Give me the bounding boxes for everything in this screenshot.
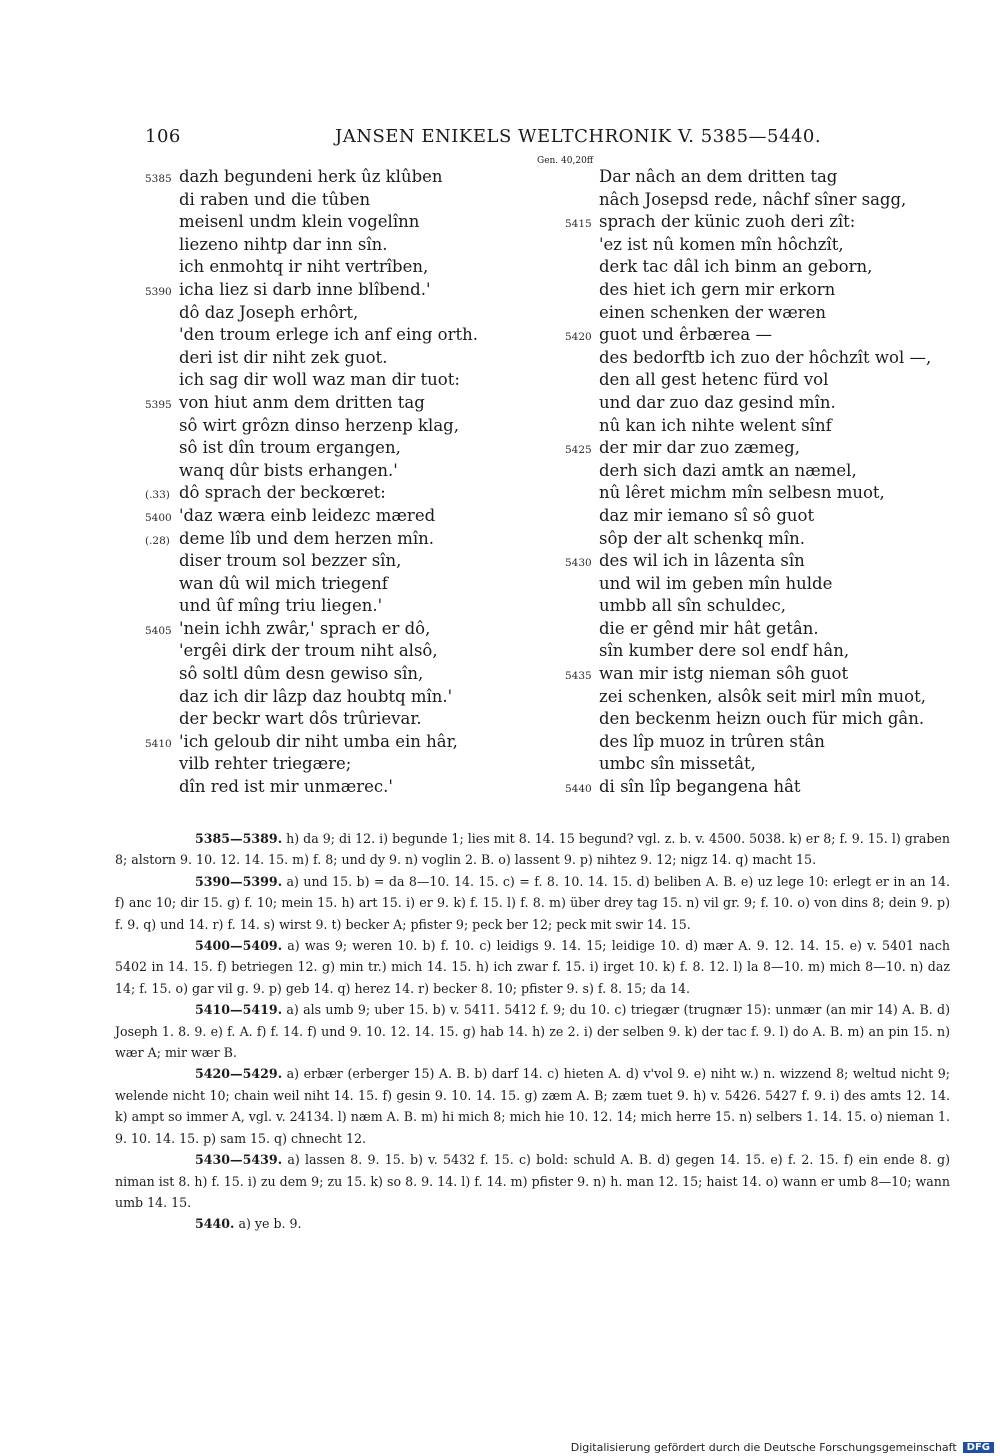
verse-text: nû lêret michm mîn selbesn muot, bbox=[599, 483, 885, 503]
verse-number: 5440 bbox=[565, 783, 592, 796]
verse-number: 5400 bbox=[145, 511, 172, 524]
note-block bbox=[115, 999, 950, 1063]
verse-text: des wil ich in lâzenta sîn bbox=[599, 551, 805, 571]
note-block bbox=[115, 828, 950, 871]
verse-text: icha liez si darb inne blîbend.' bbox=[179, 279, 431, 299]
verse-line bbox=[145, 595, 530, 618]
verse-text: daz ich dir lâzp daz houbtq mîn.' bbox=[179, 686, 453, 706]
note-text: a) lassen 8. 9. 15. b) v. 5432 f. 15. c) bold: schuld A. B. d) gegen 14. 15. e) f. 2. 15. f) ein ende 8. g) niman ist 8. h) f. 15. i) zu dem 9; zu 15. k) so 8. 9. 14. l) f. 14. m) pfister 9. n) h. man 12. 15; haist 14. o) wann er umb 8—10; wann umb 14. 15. bbox=[115, 1152, 950, 1210]
verse-text: zei schenken, alsôk seit mirl mîn muot, bbox=[599, 686, 926, 706]
verse-text: die er gênd mir hât getân. bbox=[599, 618, 819, 638]
verse-text: dîn red ist mir unmærec.' bbox=[179, 777, 393, 797]
verse-line bbox=[565, 753, 950, 776]
verse-text: sprach der künic zuoh deri zît: bbox=[599, 212, 856, 232]
verse-text: sôp der alt schenkq mîn. bbox=[599, 528, 805, 548]
note-range: 5390—5399. bbox=[195, 873, 283, 889]
verse-number: 5390 bbox=[145, 285, 172, 298]
verse-line bbox=[565, 437, 950, 460]
note-text: a) und 15. b) = da 8—10. 14. 15. c) = f. 8. 10. 14. 15. d) beliben A. B. e) uz lege 10: erlegt er in an 14. f) anc 10; dir 15. g) f. 10; mein 15. h) art 15. i) er 9. k) f. 15. l) f. 8. m) über drey tag 15. n) vil gr. 9; f. 10. o) von dins 8; dein 9. p) f. 9. q) und 14. r) f. 14. s) wirst 9. t) becker A; pfister 9; peck ber 12; peck mit swir 14. 15. bbox=[115, 873, 950, 932]
note-range: 5400—5409. bbox=[195, 938, 283, 954]
verse-text: nâch Josepsd rede, nâchf sîner sagg, bbox=[599, 189, 907, 209]
verse-line bbox=[565, 415, 950, 438]
verse-text: dô sprach der beckœret: bbox=[179, 483, 386, 503]
verse-line bbox=[145, 392, 530, 415]
verse-text: 'daz wæra einb leidezc mæred bbox=[179, 505, 436, 525]
note-range: 5430—5439. bbox=[195, 1152, 283, 1168]
note-text: a) ye b. 9. bbox=[238, 1216, 302, 1232]
note-text: a) als umb 9; uber 15. b) v. 5411. 5412 f. 9; du 10. c) triegær (trugnær 15): unmær (an mir 14) A. B. d) Joseph 1. 8. 9. e) f. A. f) f. 14. f) und 9. 10. 12. 14. 15. g) hab 14. h) ze 2. i) der selben 9. k) der tac f. 9. l) do A. B. m) an pin 15. n) wær A; mir wær B. bbox=[115, 1002, 950, 1061]
note-range: 5420—5429. bbox=[195, 1066, 283, 1082]
verse-line bbox=[565, 550, 950, 573]
dfg-logo: DFG bbox=[963, 1442, 994, 1453]
verse-text: den all gest hetenc fürd vol bbox=[599, 370, 829, 390]
verse-line bbox=[565, 460, 950, 483]
verse-text: einen schenken der wæren bbox=[599, 302, 827, 322]
verse-text: wanq dûr bists erhangen.' bbox=[179, 460, 398, 480]
verse-text: 'ergêi dirk der troum niht alsô, bbox=[179, 641, 438, 661]
running-title: JANSEN ENIKELS WELTCHRONIK V. 5385—5440. bbox=[335, 126, 822, 147]
verse-text: 'ich geloub dir niht umba ein hâr, bbox=[179, 731, 458, 751]
note-block bbox=[115, 1149, 950, 1213]
funding-footer bbox=[563, 1436, 1000, 1456]
verse-line bbox=[145, 753, 530, 776]
verse-text: di raben und die tûben bbox=[179, 189, 371, 209]
verse-line bbox=[145, 189, 530, 212]
verse-text: di sîn lîp begangena hât bbox=[599, 777, 801, 797]
note-block bbox=[115, 935, 950, 999]
verse-text: dazh begundeni herk ûz klûben bbox=[179, 167, 443, 186]
verse-number: 5425 bbox=[565, 444, 592, 457]
verse-column-left bbox=[145, 166, 530, 799]
verse-line bbox=[565, 392, 950, 415]
verse-number: 5405 bbox=[145, 624, 172, 637]
verse-line bbox=[145, 166, 530, 189]
verse-text: 'den troum erlege ich anf eing orth. bbox=[179, 325, 478, 345]
verse-text: derk tac dâl ich binm an geborn, bbox=[599, 257, 873, 277]
verse-line bbox=[565, 256, 950, 279]
verse-line bbox=[145, 573, 530, 596]
verse-text: den beckenm heizn ouch für mich gân. bbox=[599, 709, 925, 729]
verse-text: des bedorftb ich zuo der hôchzît wol —, bbox=[599, 347, 932, 367]
verse-line bbox=[565, 595, 950, 618]
verse-text: des lîp muoz in trûren stân bbox=[599, 731, 825, 751]
verse-line bbox=[565, 708, 950, 731]
verse-text: und dar zuo daz gesind mîn. bbox=[599, 392, 836, 412]
verse-line bbox=[145, 640, 530, 663]
verse-text: der mir dar zuo zæmeg, bbox=[599, 438, 800, 458]
verse-text: wan dû wil mich triegenf bbox=[179, 573, 388, 593]
verse-text: daz mir iemano sî sô guot bbox=[599, 505, 815, 525]
verse-text: meisenl undm klein vogelînn bbox=[179, 212, 420, 232]
verse-line bbox=[565, 505, 950, 528]
verse-number: 5420 bbox=[565, 331, 592, 344]
verse-line bbox=[145, 415, 530, 438]
verse-number: 5410 bbox=[145, 737, 172, 750]
verse-number: 5415 bbox=[565, 218, 592, 231]
verse-text: deme lîb und dem herzen mîn. bbox=[179, 528, 435, 548]
verse-line bbox=[145, 369, 530, 392]
note-text: a) was 9; weren 10. b) f. 10. c) leidigs 9. 14. 15; leidige 10. d) mær A. 9. 12. 14. 15. e) v. 5401 nach 5402 in 14. 15. f) betriegen 12. g) min tr.) mich 14. 15. h) ich zwar f. 15. i) irget 10. k) f. 8. 12. l) la 8—10. m) mich 8—10. n) daz 14; f. 15. o) gar vil g. 9. p) geb 14. q) herez 14. r) becker 8. 10; pfister 9. s) f. 8. 15; da 14. bbox=[115, 938, 950, 996]
verse-text: umbc sîn missetât, bbox=[599, 754, 756, 774]
verse-number: 5385 bbox=[145, 173, 172, 185]
verse-line bbox=[565, 573, 950, 596]
note-block bbox=[115, 1213, 950, 1234]
verse-number: (.33) bbox=[145, 489, 170, 502]
verse-text: und ûf mîng triu liegen.' bbox=[179, 596, 383, 616]
verse-line bbox=[145, 211, 530, 234]
verse-number: 5395 bbox=[145, 398, 172, 411]
verse-line bbox=[145, 618, 530, 641]
verse-line bbox=[537, 156, 950, 189]
verse-line bbox=[145, 528, 530, 551]
verse-text: der beckr wart dôs trûrievar. bbox=[179, 709, 422, 729]
verse-column-right bbox=[537, 156, 950, 799]
margin-reference: Gen. 40,20ff bbox=[537, 156, 594, 166]
verse-text: Dar nâch an dem dritten tag bbox=[599, 167, 838, 186]
verse-text: 'nein ichh zwâr,' sprach er dô, bbox=[179, 618, 431, 638]
verse-line bbox=[565, 663, 950, 686]
verse-text: von hiut anm dem dritten tag bbox=[179, 392, 425, 412]
verse-text: sîn kumber dere sol endf hân, bbox=[599, 641, 850, 661]
verse-line bbox=[565, 482, 950, 505]
verse-text: und wil im geben mîn hulde bbox=[599, 573, 833, 593]
verse-number: 5435 bbox=[565, 670, 592, 683]
verse-text: liezeno nihtp dar inn sîn. bbox=[179, 234, 388, 254]
verse-line bbox=[145, 437, 530, 460]
note-block bbox=[115, 1063, 950, 1149]
verse-line bbox=[145, 663, 530, 686]
verse-line bbox=[145, 776, 530, 799]
verse-line bbox=[565, 189, 950, 212]
verse-line bbox=[145, 279, 530, 302]
verse-line bbox=[145, 505, 530, 528]
verse-line bbox=[145, 324, 530, 347]
verse-line bbox=[145, 708, 530, 731]
verse-line bbox=[145, 686, 530, 709]
verse-line bbox=[145, 482, 530, 505]
verse-line bbox=[565, 528, 950, 551]
verse-line bbox=[145, 234, 530, 257]
verse-line bbox=[565, 211, 950, 234]
verse-text: umbb all sîn schuldec, bbox=[599, 596, 786, 616]
verse-number: 5430 bbox=[565, 557, 592, 570]
verse-line bbox=[565, 279, 950, 302]
verse-line bbox=[145, 731, 530, 754]
verse-line bbox=[565, 640, 950, 663]
verse-line bbox=[565, 302, 950, 325]
critical-apparatus bbox=[115, 828, 950, 1235]
footer-text: Digitalisierung gefördert durch die Deutsche Forschungsgemeinschaft bbox=[570, 1440, 957, 1454]
note-block bbox=[115, 871, 950, 935]
verse-text: nû kan ich nihte welent sînf bbox=[599, 415, 832, 435]
note-range: 5440. bbox=[195, 1216, 235, 1232]
verse-line bbox=[145, 460, 530, 483]
note-range: 5410—5419. bbox=[195, 1002, 283, 1018]
verse-text: vilb rehter triegære; bbox=[179, 754, 352, 774]
verse-line bbox=[145, 347, 530, 370]
verse-text: deri ist dir niht zek guot. bbox=[179, 347, 388, 367]
verse-text: wan mir istg nieman sôh guot bbox=[599, 664, 849, 684]
verse-text: sô wirt grôzn dinso herzenp klag, bbox=[179, 415, 459, 435]
verse-number: (.28) bbox=[145, 534, 170, 547]
verse-line bbox=[145, 550, 530, 573]
verse-text: des hiet ich gern mir erkorn bbox=[599, 279, 836, 299]
verse-line bbox=[145, 256, 530, 279]
note-range: 5385—5389. bbox=[195, 831, 283, 846]
verse-line bbox=[565, 686, 950, 709]
page-number: 106 bbox=[145, 126, 181, 147]
verse-line bbox=[565, 324, 950, 347]
verse-text: ich enmohtq ir niht vertrîben, bbox=[179, 257, 429, 277]
verse-line bbox=[565, 347, 950, 370]
verse-line bbox=[565, 234, 950, 257]
page-header bbox=[145, 122, 945, 156]
verse-text: guot und êrbærea — bbox=[599, 325, 773, 345]
verse-line bbox=[145, 302, 530, 325]
note-text: a) erbær (erberger 15) A. B. b) darf 14. c) hieten A. d) v'vol 9. e) niht w.) n. wizzend 8; weltud nicht 9; welende nicht 10; chain weil niht 14. 15. f) gesin 9. 10. 14. 15. g) zæm A. B; zæm tuet 9. h) v. 5426. 5427 f. 9. i) des amts 12. 14. k) ampt so immer A, vgl. v. 24134. l) næm A. B. m) hi mich 8; mich hie 10. 12. 14; mich herre 15. n) selbers 1. 14. 15. o) nieman 1. 9. 10. 14. 15. p) sam 15. q) chnecht 12. bbox=[115, 1066, 950, 1146]
verse-text: derh sich dazi amtk an næmel, bbox=[599, 460, 857, 480]
verse-text: dô daz Joseph erhôrt, bbox=[179, 302, 359, 322]
verse-text: sô ist dîn troum ergangen, bbox=[179, 438, 401, 458]
verse-line bbox=[565, 776, 950, 799]
verse-line bbox=[565, 731, 950, 754]
verse-text: sô soltl dûm desn gewiso sîn, bbox=[179, 664, 424, 684]
verse-line bbox=[565, 369, 950, 392]
verse-line bbox=[565, 618, 950, 641]
note-text: h) da 9; di 12. i) begunde 1; lies mit 8. 14. 15 begund? vgl. z. b. v. 4500. 5038. k) er 8; f. 9. 15. l) graben 8; alstorn 9. 10. 12. 14. 15. m) f. 8; und dy 9. n) voglin 2. B. o) lassent 9. p) nihtez 9. 12; nigz 14. q) macht 15. bbox=[115, 831, 950, 868]
verse-text: 'ez ist nû komen mîn hôchzît, bbox=[599, 234, 844, 254]
verse-text: diser troum sol bezzer sîn, bbox=[179, 551, 402, 571]
verse-text: ich sag dir woll waz man dir tuot: bbox=[179, 370, 460, 390]
